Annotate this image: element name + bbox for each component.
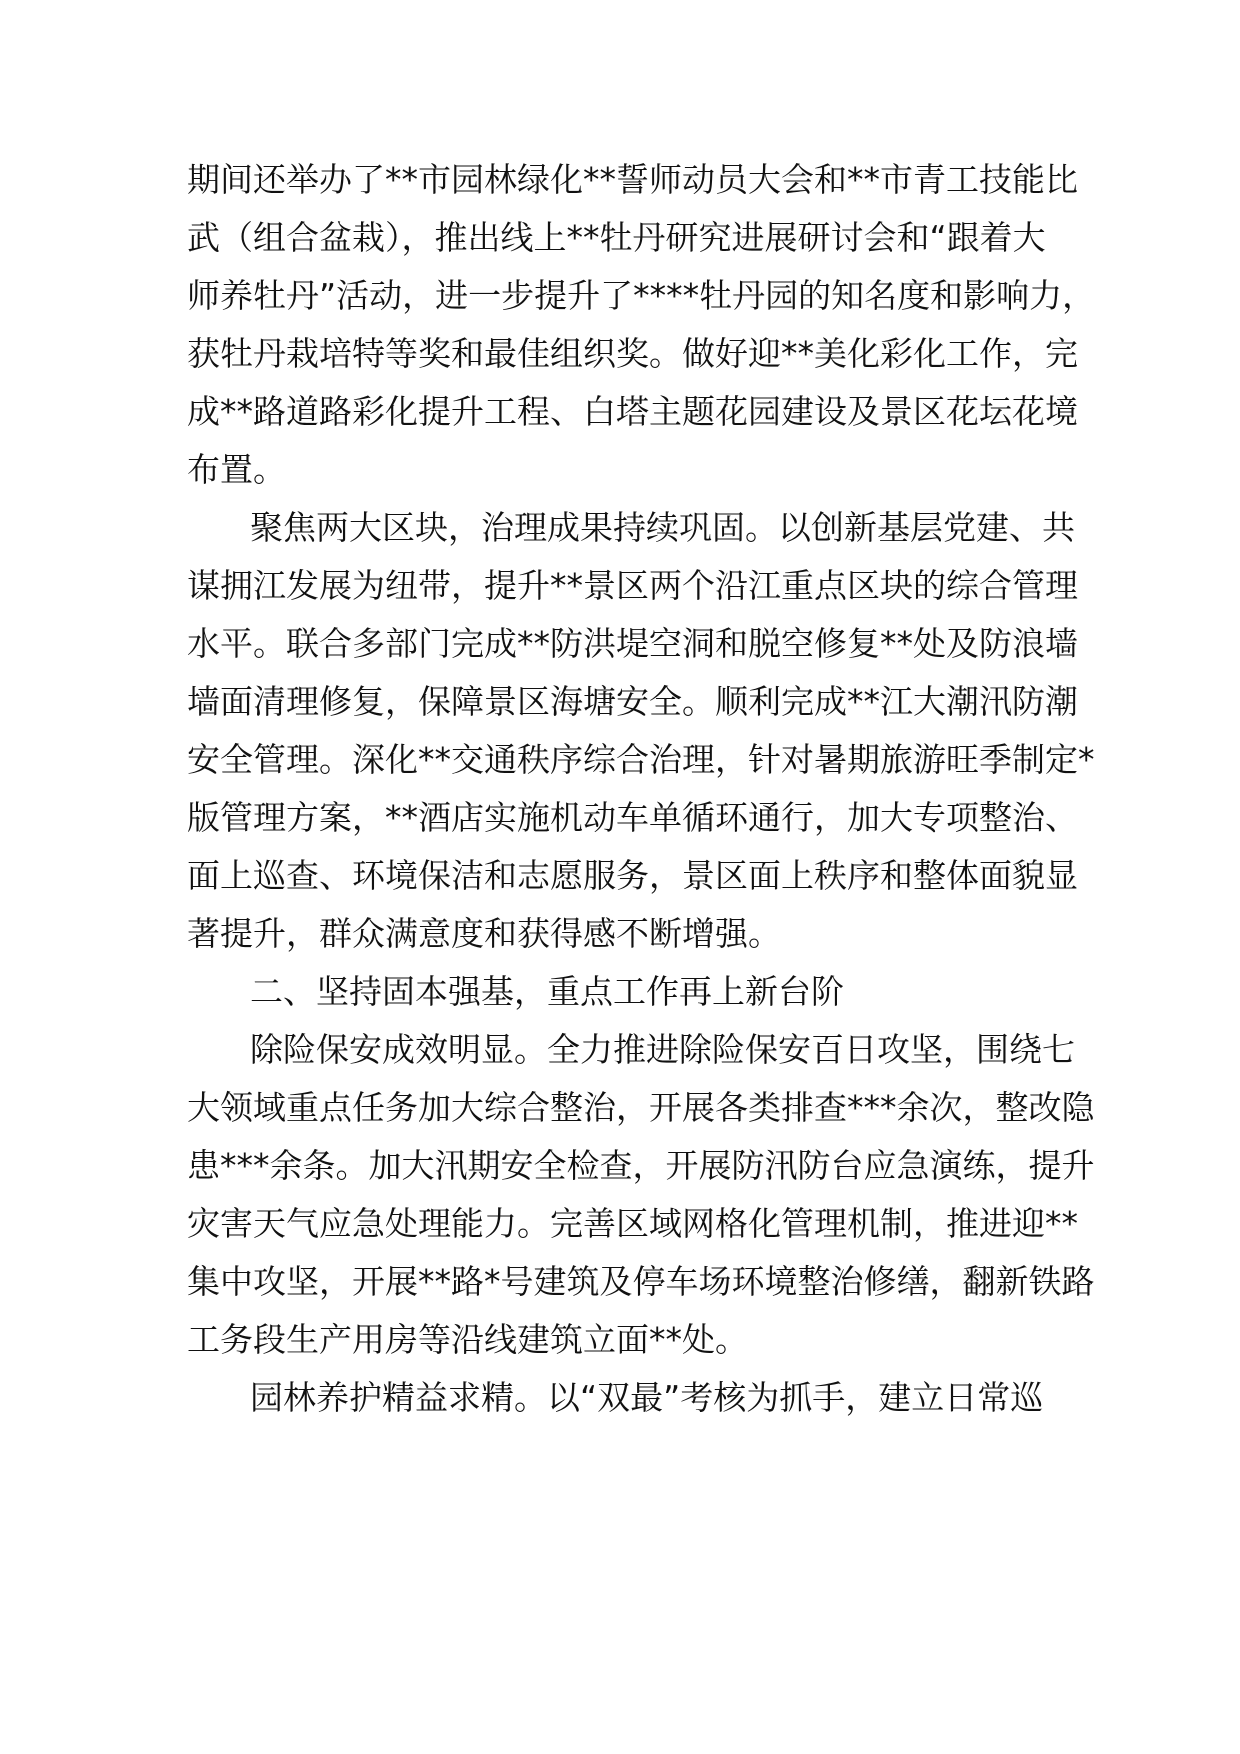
paragraph-first-line: 园林养护精益求精。以“双最”考核为抓手，建立日常巡 — [250, 1378, 1044, 1417]
paragraph-first-line: 聚焦两大区块，治理成果持续巩固。以创新基层党建、共 — [250, 508, 1075, 547]
text-line: 著提升，群众满意度和获得感不断增强。 — [187, 914, 781, 953]
text-line: 灾害天气应急处理能力。完善区域网格化管理机制，推进迎** — [187, 1204, 1078, 1243]
text-line: 大领域重点任务加大综合整治，开展各类排查***余次，整改隐 — [187, 1088, 1095, 1127]
text-line: 武（组合盆栽），推出线上**牡丹研究进展研讨会和“跟着大 — [187, 218, 1046, 257]
text-line: 患***余条。加大汛期安全检查，开展防汛防台应急演练，提升 — [187, 1146, 1095, 1185]
text-line: 谋拥江发展为纽带，提升**景区两个沿江重点区块的综合管理 — [187, 566, 1078, 605]
text-line: 水平。联合多部门完成**防洪堤空洞和脱空修复**处及防浪墙 — [187, 624, 1078, 663]
text-line: 获牡丹栽培特等奖和最佳组织奖。做好迎**美化彩化工作，完 — [187, 334, 1078, 373]
text-line: 成**路道路彩化提升工程、白塔主题花园建设及景区花坛花境 — [187, 392, 1078, 431]
text-line: 安全管理。深化**交通秩序综合治理，针对暑期旅游旺季制定* — [187, 740, 1095, 779]
text-line: 墙面清理修复，保障景区海塘安全。顺利完成**江大潮汛防潮 — [187, 682, 1078, 721]
text-line: 布置。 — [187, 450, 286, 489]
paragraph-first-line: 除险保安成效明显。全力推进除险保安百日攻坚，围绕七 — [250, 1030, 1075, 1069]
text-line: 集中攻坚，开展**路*号建筑及停车场环境整治修缮，翻新铁路 — [187, 1262, 1095, 1301]
text-line: 工务段生产用房等沿线建筑立面**处。 — [187, 1320, 748, 1359]
text-line: 面上巡查、环境保洁和志愿服务，景区面上秩序和整体面貌显 — [187, 856, 1078, 895]
text-line: 版管理方案，**酒店实施机动车单循环通行，加大专项整治、 — [187, 798, 1078, 837]
text-line: 期间还举办了**市园林绿化**誓师动员大会和**市青工技能比 — [187, 160, 1078, 199]
section-heading: 二、坚持固本强基，重点工作再上新台阶 — [250, 972, 844, 1011]
text-line: 师养牡丹”活动，进一步提升了****牡丹园的知名度和影响力， — [187, 276, 1096, 315]
